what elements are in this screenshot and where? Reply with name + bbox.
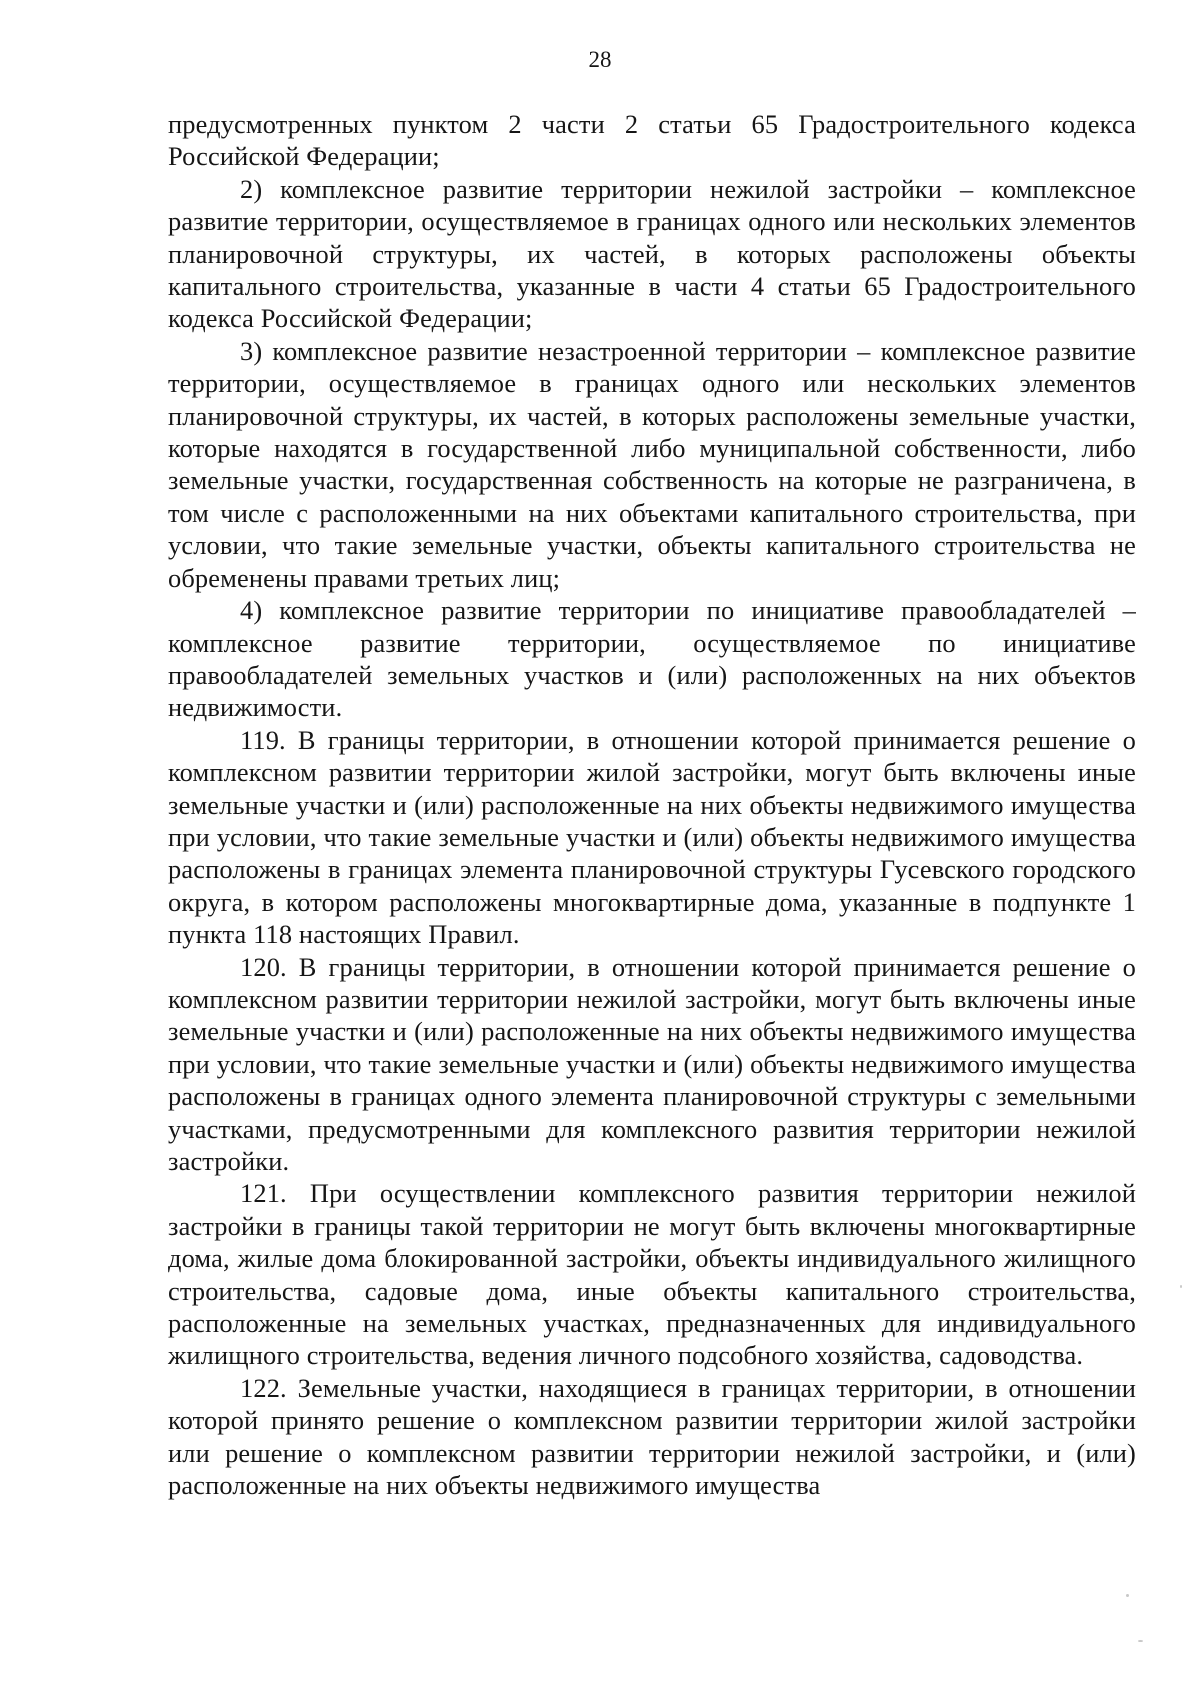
paragraph-continuation: предусмотренных пунктом 2 части 2 статьи 65 Градостроительного кодекса Российской Федерации; [168, 109, 1136, 172]
paragraph-119: 119. В границы территории, в отношении которой принимается решение о комплексном развитии территории жилой застройки, могут быть включены иные земельные участки и (или) расположенные на них объекты недвижимого имущества при условии, что такие земельные участки и (или) объекты недвижимого имущества расположены в границах элемента планировочной структуры Гусевского городского округа, в котором расположены многоквартирные дома, указанные в подпункте 1 пункта 118 настоящих Правил. [168, 724, 1136, 950]
paragraph-121: 121. При осуществлении комплексного развития территории нежилой застройки в границы такой территории не могут быть включены многоквартирные дома, жилые дома блокированной застройки, объекты индивидуального жилищного строительства, садовые дома, иные объекты капитального строительства, расположенные на земельных участках, предназначенных для индивидуального жилищного строительства, ведения личного подсобного хозяйства, садоводства. [168, 1178, 1136, 1371]
paragraph-item-3: 3) комплексное развитие незастроенной территории – комплексное развитие территории, осуществляемое в границах одного или нескольких элементов планировочной структуры, их частей, в которых расположены земельные участки, которые находятся в государственной либо муниципальной собственности, либо земельные участки, государственная собственность на которые не разграничена, в том числе с расположенными на них объектами капитального строительства, при условии, что такие земельные участки, объекты капитального строительства не обременены правами третьих лиц; [168, 335, 1136, 593]
page-number: 28 [588, 47, 612, 72]
document-body [168, 108, 1136, 1501]
scan-speck [1126, 1594, 1129, 1597]
paragraph-item-4: 4) комплексное развитие территории по инициативе правообладателей – комплексное развитие территории, осуществляемое по инициативе правообладателей земельных участков и (или) расположенных на них объектов недвижимости. [168, 595, 1136, 723]
scan-speck [1180, 1285, 1182, 1288]
paragraph-item-2: 2) комплексное развитие территории нежилой застройки – комплексное развитие территории, осуществляемое в границах одного или нескольких элементов планировочной структуры, их частей, в которых расположены объекты капитального строительства, указанные в части 4 статьи 65 Градостроительного кодекса Российской Федерации; [168, 173, 1136, 334]
paragraph-120: 120. В границы территории, в отношении которой принимается решение о комплексном развитии территории нежилой застройки, могут быть включены иные земельные участки и (или) расположенные на них объекты недвижимого имущества при условии, что такие земельные участки и (или) объекты недвижимого имущества расположены в границах одного элемента планировочной структуры с земельными участками, предусмотренными для комплексного развития территории нежилой застройки. [168, 951, 1136, 1176]
paragraph-122: 122. Земельные участки, находящиеся в границах территории, в отношении которой принято решение о комплексном развитии территории жилой застройки или решение о комплексном развитии территории нежилой застройки, и (или) расположенные на них объекты недвижимого имущества [168, 1372, 1136, 1501]
scan-speck [1138, 1640, 1143, 1642]
